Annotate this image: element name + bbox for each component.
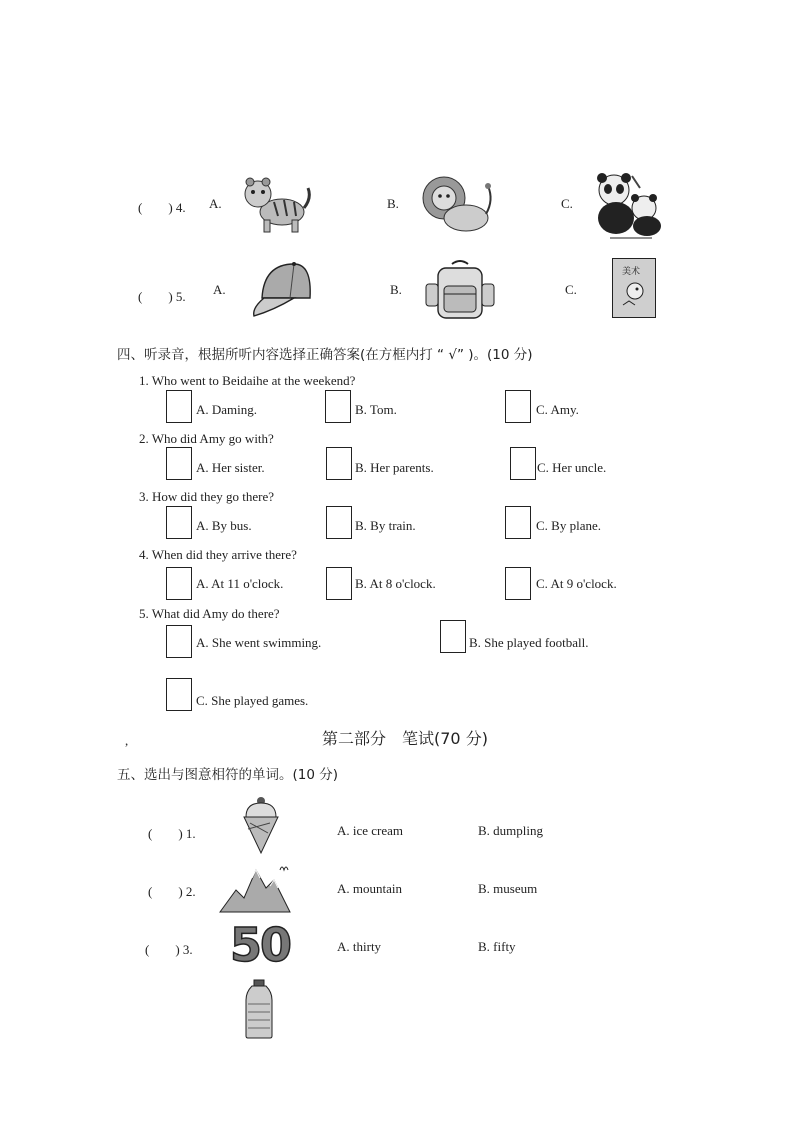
- water-bottle-icon: [240, 978, 278, 1040]
- q4-option-c: C. At 9 o'clock.: [536, 576, 617, 591]
- q3-option-c: C. By plane.: [536, 518, 601, 533]
- q2-option-b: B. Her parents.: [355, 460, 434, 475]
- q1-option-b: B. Tom.: [355, 402, 397, 417]
- mountain-icon: [218, 864, 292, 914]
- vocab-q1-number: ( ) 1.: [148, 826, 196, 841]
- q4-checkbox-b[interactable]: [326, 567, 352, 600]
- vocab-q3-option-a: A. thirty: [337, 939, 382, 954]
- art-book-label: 美术: [622, 267, 641, 277]
- q4-checkbox-a[interactable]: [166, 567, 192, 600]
- q1-checkbox-c[interactable]: [505, 390, 531, 423]
- q3-checkbox-a[interactable]: [166, 506, 192, 539]
- q5-option-a: A. She went swimming.: [196, 635, 322, 650]
- q4-option-b: B. At 8 o'clock.: [355, 576, 436, 591]
- q5-checkbox-c[interactable]: [166, 678, 192, 711]
- listening-q1-text: 1. Who went to Beidaihe at the weekend?: [139, 373, 356, 388]
- fifty-number-picture: 50: [230, 918, 291, 972]
- q4-option-a-label: A.: [209, 196, 222, 211]
- lion-icon: [420, 172, 496, 238]
- q2-checkbox-a[interactable]: [166, 447, 192, 480]
- vocab-q2-number: ( ) 2.: [148, 884, 196, 899]
- part4-heading: 四、听录音，根据所听内容选择正确答案(在方框内打 “ √” )。(10 分): [117, 347, 533, 363]
- q5-option-a-label: A.: [213, 282, 226, 297]
- listening-q5-text: 5. What did Amy do there?: [139, 606, 280, 621]
- vocab-q3-option-b: B. fifty: [478, 939, 516, 954]
- q2-checkbox-b[interactable]: [326, 447, 352, 480]
- bird-drawing-icon: [619, 279, 649, 311]
- art-book-icon: [612, 258, 656, 318]
- q5-option-c: C. She played games.: [196, 693, 309, 708]
- q4-option-b-label: B.: [387, 196, 399, 211]
- part5-heading: 五、选出与图意相符的单词。(10 分): [117, 767, 339, 783]
- ice-cream-icon: [240, 795, 282, 855]
- backpack-icon: [424, 258, 496, 322]
- q1-checkbox-a[interactable]: [166, 390, 192, 423]
- q4-option-c-label: C.: [561, 196, 573, 211]
- q5-option-b-label: B.: [390, 282, 402, 297]
- q4-checkbox-c[interactable]: [505, 567, 531, 600]
- part-two-title: 第二部分 笔试(70 分): [322, 729, 488, 748]
- q2-option-c: C. Her uncle.: [537, 460, 607, 475]
- vocab-q2-option-a: A. mountain: [337, 881, 402, 896]
- q2-option-a: A. Her sister.: [196, 460, 265, 475]
- vocab-q3-number: ( ) 3.: [145, 942, 193, 957]
- vocab-q1-option-a: A. ice cream: [337, 823, 404, 838]
- q3-option-a: A. By bus.: [196, 518, 252, 533]
- cap-icon: [250, 258, 314, 318]
- q3-checkbox-c[interactable]: [505, 506, 531, 539]
- q4-option-a: A. At 11 o'clock.: [196, 576, 284, 591]
- stray-mark: ,: [125, 733, 129, 748]
- q5-option-b: B. She played football.: [469, 635, 589, 650]
- tiger-icon: [238, 172, 312, 236]
- q5-option-c-label: C.: [565, 282, 577, 297]
- q1-option-a: A. Daming.: [196, 402, 258, 417]
- vocab-q1-option-b: B. dumpling: [478, 823, 544, 838]
- q2-checkbox-c[interactable]: [510, 447, 536, 480]
- q5-number: ( ) 5.: [138, 289, 186, 304]
- q5-checkbox-b[interactable]: [440, 620, 466, 653]
- q5-checkbox-a[interactable]: [166, 625, 192, 658]
- q1-option-c: C. Amy.: [536, 402, 579, 417]
- listening-q4-text: 4. When did they arrive there?: [139, 547, 297, 562]
- q4-number: ( ) 4.: [138, 200, 186, 215]
- vocab-q2-option-b: B. museum: [478, 881, 538, 896]
- q3-option-b: B. By train.: [355, 518, 416, 533]
- q1-checkbox-b[interactable]: [325, 390, 351, 423]
- q3-checkbox-b[interactable]: [326, 506, 352, 539]
- listening-q2-text: 2. Who did Amy go with?: [139, 431, 274, 446]
- listening-q3-text: 3. How did they go there?: [139, 489, 275, 504]
- panda-icon: [592, 172, 668, 240]
